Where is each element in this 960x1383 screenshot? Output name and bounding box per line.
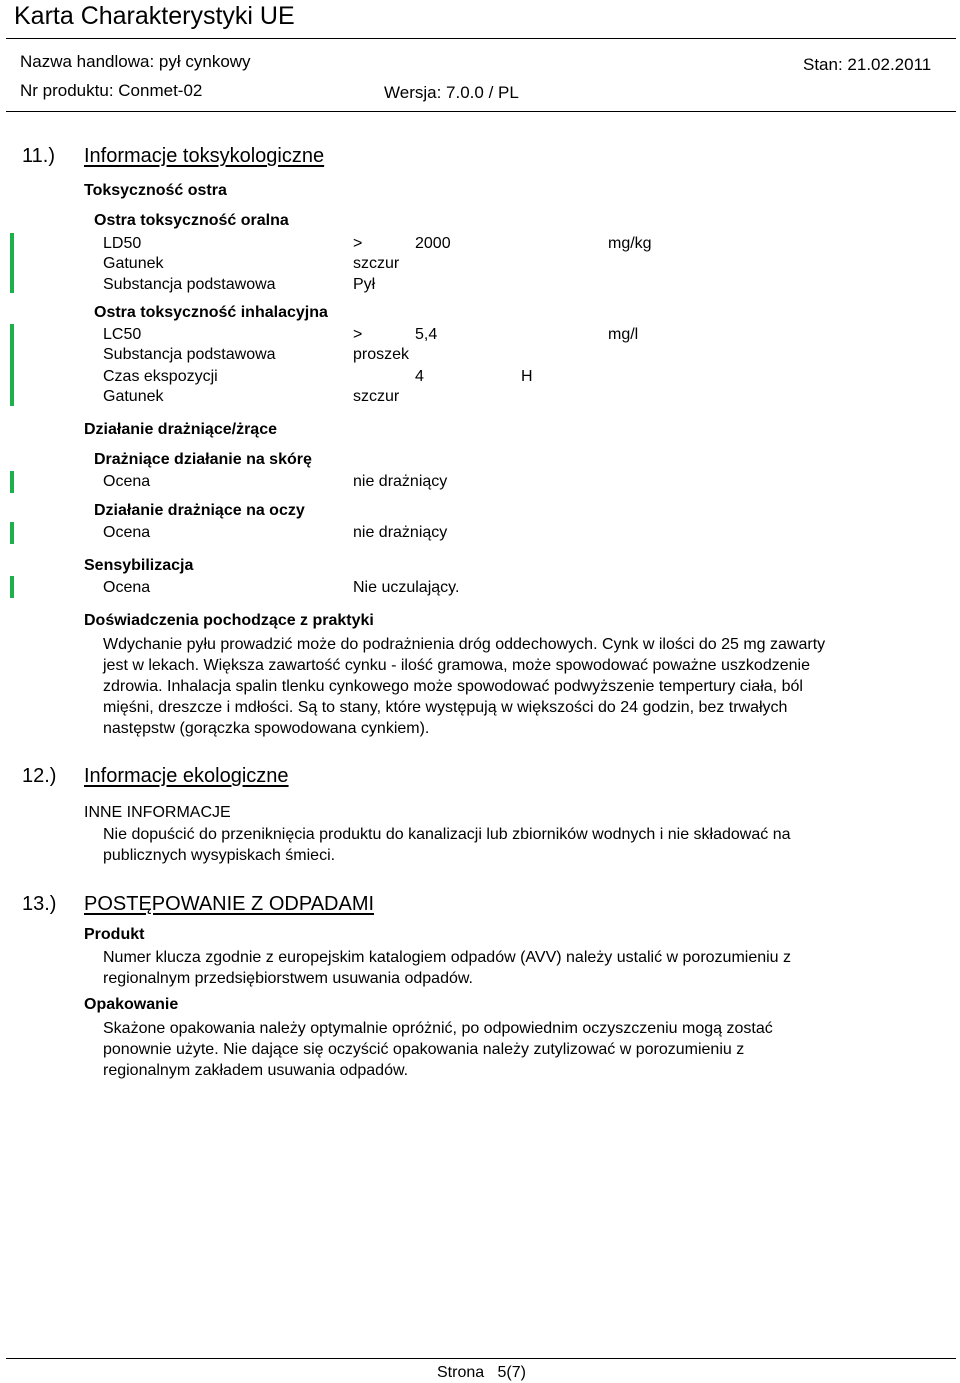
oral-toxicity-heading: Ostra toksyczność oralna [94,212,289,229]
paragraph-line: regionalnym zakładem usuwania odpadów. [103,1062,409,1079]
irritant-heading: Działanie drażniące/żrące [84,421,277,438]
lc50-label: LC50 [103,326,142,343]
paragraph-line: jest w lekach. Większa zawartość cynku - ilość gramowa, może spowodować poważne uszkodzenie [103,657,810,674]
oral-species-label: Gatunek [103,255,164,272]
section-12-title: Informacje ekologiczne [84,765,289,787]
ld50-label: LD50 [103,235,142,252]
other-info-heading: INNE INFORMACJE [84,804,231,821]
experience-heading: Doświadczenia pochodzące z praktyki [84,612,374,629]
eye-assessment-value: nie drażniący [353,524,448,541]
inhal-species-value: szczur [353,388,400,405]
header-rule-bottom [6,111,956,112]
footer-rule [6,1358,956,1359]
change-bar [10,576,14,598]
eye-irritation-heading: Działanie drażniące na oczy [94,502,305,519]
change-bar [10,324,14,406]
product-heading: Produkt [84,926,145,943]
skin-assessment-value: nie drażniący [353,473,448,490]
experience-paragraph [103,634,943,739]
section-11-number: 11.) [22,145,55,167]
header-rule-top [6,38,956,39]
oral-substance-value: Pył [353,276,376,293]
paragraph-line: ponownie użyte. Nie dające się oczyścić opakowania należy zutylizować w porozumieniu z [103,1041,745,1058]
lc50-operator: > [353,326,363,343]
eye-assessment-label: Ocena [103,524,151,541]
trade-name: Nazwa handlowa: pył cynkowy [20,52,251,71]
paragraph-line: następstw (gorączka spowodowana cynkiem). [103,720,430,737]
packaging-paragraph [103,1018,943,1081]
change-bar [10,522,14,544]
product-number: Nr produktu: Conmet-02 [20,81,203,100]
ld50-operator: > [353,235,363,252]
version: Wersja: 7.0.0 / PL [384,83,519,102]
paragraph-line: Nie dopuścić do przeniknięcia produktu do kanalizacji lub zbiorników wodnych i nie składować na [103,826,791,843]
product-paragraph [103,947,943,989]
status-date: Stan: 21.02.2011 [803,55,932,74]
change-bar [10,471,14,493]
exposure-time-label: Czas ekspozycji [103,368,218,385]
inhalation-toxicity-heading: Ostra toksyczność inhalacyjna [94,304,328,321]
section-11-title: Informacje toksykologiczne [84,145,325,167]
inhal-species-label: Gatunek [103,388,164,405]
section-13-title: POSTĘPOWANIE Z ODPADAMI [84,893,375,915]
inhal-substance-value: proszek [353,346,410,363]
oral-species-value: szczur [353,255,400,272]
sensitization-heading: Sensybilizacja [84,557,194,574]
ld50-value: 2000 [415,235,451,252]
inhal-substance-label: Substancja podstawowa [103,346,276,363]
paragraph-line: Skażone opakowania należy optymalnie opróżnić, po odpowiednim oczyszczeniu mogą zostać [103,1020,773,1037]
paragraph-line: mięśni, dreszcze i mdłości. Są to stany, które występują w większości do 24 godzin, bez trwałych [103,699,788,716]
lc50-value: 5,4 [415,326,438,343]
skin-irritation-heading: Drażniące działanie na skórę [94,451,312,468]
exposure-time-value: 4 [415,368,424,385]
sensitization-label: Ocena [103,579,151,596]
paragraph-line: Numer klucza zgodnie z europejskim katalogiem odpadów (AVV) należy ustalić w porozumieniu z [103,949,792,966]
paragraph-line: zdrowia. Inhalacja spalin tlenku cynkowego może spowodować podwyższenie tempertury ciała, ból [103,678,803,695]
section-13-number: 13.) [22,893,57,915]
paragraph-line: regionalnym przedsiębiorstwem usuwania odpadów. [103,970,473,987]
document-title: Karta Charakterystyki UE [14,2,295,30]
change-bar [10,233,14,293]
section-12-number: 12.) [22,765,57,787]
acute-toxicity-heading: Toksyczność ostra [84,182,227,199]
exposure-time-unit: H [521,368,533,385]
paragraph-line: publicznych wysypiskach śmieci. [103,847,336,864]
page-number: Strona 5(7) [437,1364,526,1381]
skin-assessment-label: Ocena [103,473,151,490]
other-info-paragraph [103,824,943,866]
ld50-unit: mg/kg [608,235,652,252]
paragraph-line: Wdychanie pyłu prowadzić może do podrażnienia dróg oddechowych. Cynk w ilości do 25 mg zawarty [103,636,826,653]
sensitization-value: Nie uczulający. [353,579,460,596]
lc50-unit: mg/l [608,326,639,343]
packaging-heading: Opakowanie [84,996,179,1013]
oral-substance-label: Substancja podstawowa [103,276,276,293]
